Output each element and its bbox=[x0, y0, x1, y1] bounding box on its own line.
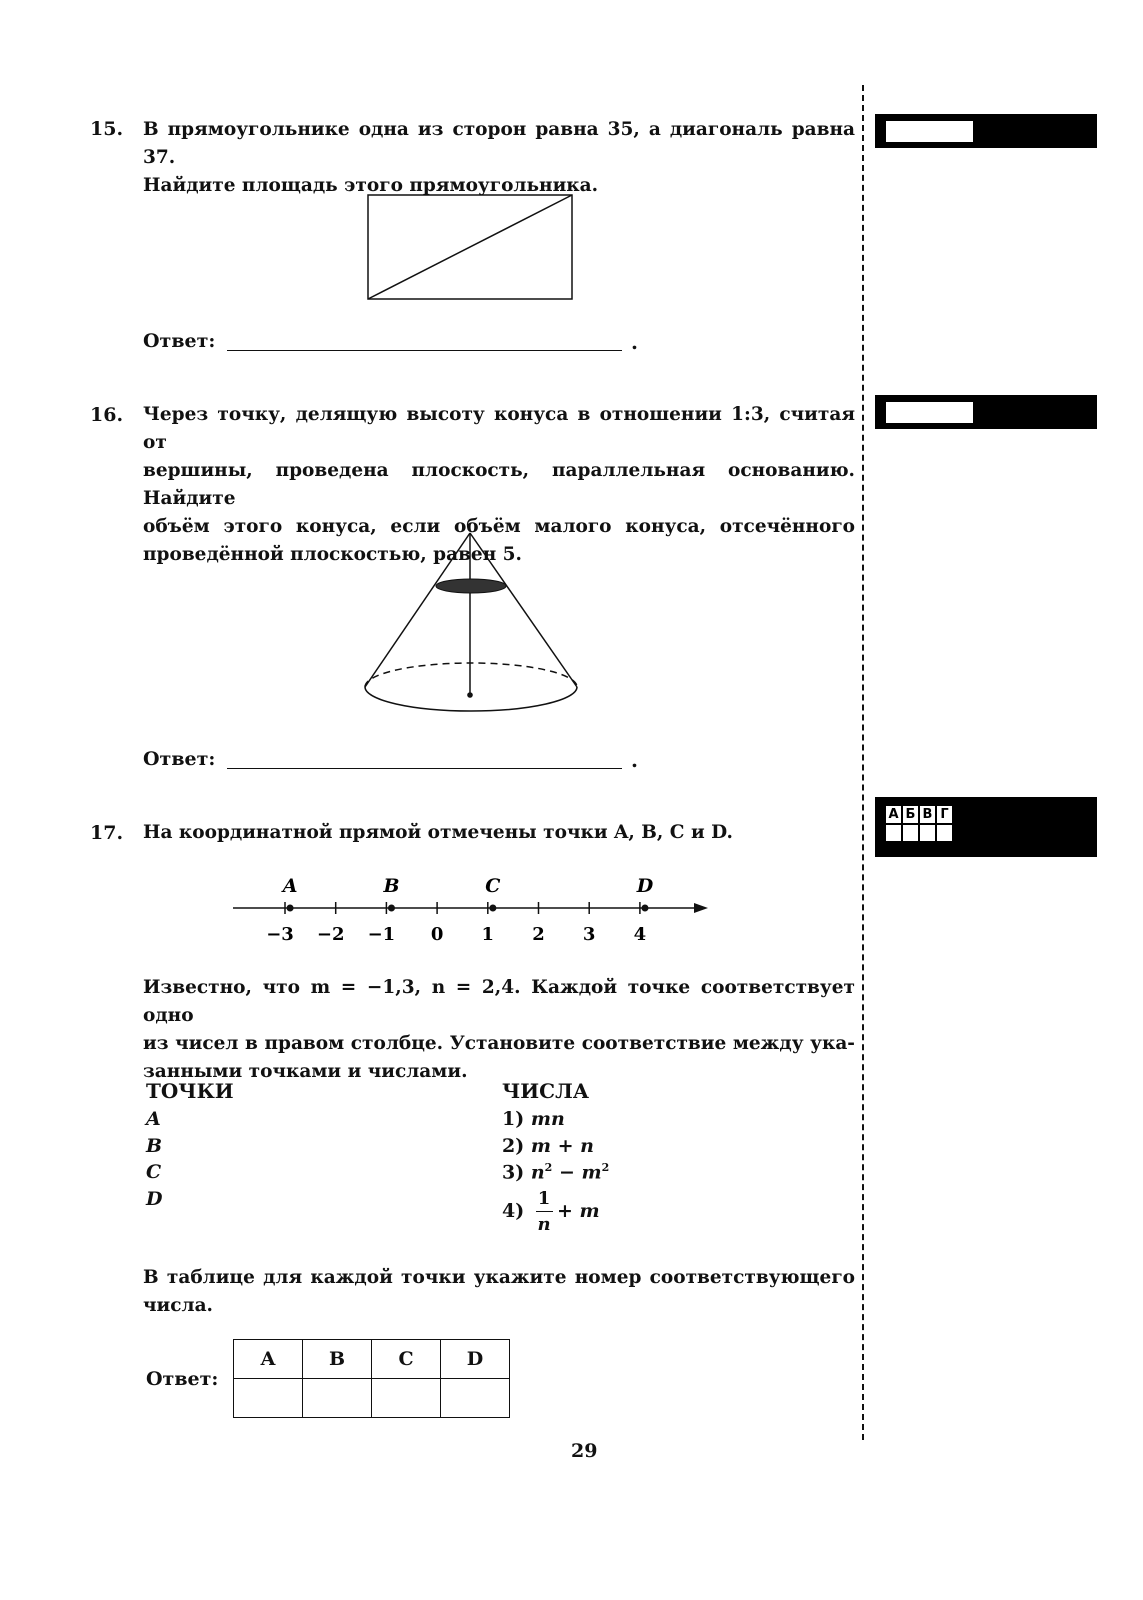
cone-section bbox=[436, 579, 506, 593]
numbers-title: ЧИСЛА bbox=[502, 1079, 590, 1103]
q16-line-2: вершины, проведена плоскость, параллельная основанию. Найдите bbox=[143, 460, 855, 509]
cone-base-front bbox=[365, 687, 577, 711]
answer-cell-c[interactable] bbox=[372, 1379, 441, 1418]
fraction-numerator: 1 bbox=[537, 1188, 551, 1209]
point-item-d: D bbox=[146, 1188, 163, 1210]
q17-text-line-3: занными точками и числами. bbox=[143, 1061, 468, 1082]
answer-box-17-letter-v: В bbox=[920, 806, 935, 823]
answer-header-c: C bbox=[372, 1340, 441, 1379]
q17-table-line-2: числа. bbox=[143, 1295, 213, 1316]
q16-line-4: проведённой плоскостью, равен 5. bbox=[143, 544, 522, 565]
q17-intro bbox=[143, 819, 855, 847]
answer-box-16-field[interactable] bbox=[886, 402, 973, 423]
q16-answer-dot: . bbox=[631, 748, 638, 772]
number-item-1-index: 1) bbox=[502, 1108, 525, 1130]
points-title: ТОЧКИ bbox=[146, 1079, 234, 1103]
answer-header-a: A bbox=[234, 1340, 303, 1379]
cone-base-back bbox=[365, 663, 577, 687]
q17-table-text bbox=[143, 1264, 855, 1320]
answer-box-17-letter-g: Г bbox=[937, 806, 952, 823]
answer-cell-b[interactable] bbox=[303, 1379, 372, 1418]
q15-number: 15. bbox=[90, 118, 124, 140]
q16-answer-field[interactable] bbox=[227, 768, 622, 769]
q17-answer-table bbox=[233, 1339, 510, 1418]
q16-line-1: Через точку, делящую высоту конуса в отношении 1:3, считая от bbox=[143, 404, 855, 453]
q17-table-line-1: В таблице для каждой точки укажите номер соответствующего bbox=[143, 1267, 855, 1288]
cone-diagram bbox=[355, 525, 590, 720]
answer-box-16 bbox=[875, 395, 1097, 429]
answer-box-17-cell-v[interactable] bbox=[920, 825, 935, 841]
answer-box-15-field[interactable] bbox=[886, 121, 973, 142]
q17-intro-line: На координатной прямой отмечены точки A, B, C и D. bbox=[143, 822, 733, 843]
number-line-point-label-d: D bbox=[636, 875, 654, 897]
answer-header-d: D bbox=[441, 1340, 510, 1379]
number-line-point-a bbox=[287, 905, 294, 912]
cone-base-center bbox=[467, 692, 473, 698]
number-item-3 bbox=[502, 1161, 609, 1183]
point-item-c: C bbox=[146, 1161, 162, 1183]
number-line-point-label-b: B bbox=[383, 875, 400, 897]
answer-cell-d[interactable] bbox=[441, 1379, 510, 1418]
answer-box-15 bbox=[875, 114, 1097, 148]
number-item-1 bbox=[502, 1108, 565, 1130]
number-item-1-expr: mn bbox=[530, 1108, 565, 1130]
q17-text-line-1: Известно, что m = −1,3, n = 2,4. Каждой точке соответствует одно bbox=[143, 977, 855, 1026]
answer-box-17 bbox=[875, 797, 1097, 857]
number-line-tick-label: 0 bbox=[430, 924, 444, 945]
q15-answer-dot: . bbox=[631, 330, 638, 354]
q17-text bbox=[143, 974, 855, 1086]
number-item-3-exp1: 2 bbox=[544, 1161, 553, 1174]
answer-box-17-letter-b: Б bbox=[903, 806, 918, 823]
number-item-4-index: 4) bbox=[502, 1200, 525, 1222]
fraction-bar bbox=[536, 1211, 553, 1212]
q16-number: 16. bbox=[90, 404, 124, 426]
q15-line-2: Найдите площадь этого прямоугольника. bbox=[143, 175, 599, 196]
number-item-2-expr: m + n bbox=[530, 1135, 594, 1157]
q16-answer-label: Ответ: bbox=[143, 748, 216, 770]
number-line-tick-label: 1 bbox=[481, 924, 495, 945]
number-line-tick-label: −2 bbox=[316, 924, 345, 945]
number-line-point-d bbox=[641, 905, 648, 912]
number-item-3-n: n bbox=[530, 1161, 545, 1184]
cone-left-edge bbox=[365, 533, 470, 687]
number-line bbox=[225, 868, 720, 950]
fraction-denominator: n bbox=[537, 1214, 551, 1235]
number-item-2-index: 2) bbox=[502, 1135, 525, 1157]
rectangle-diagonal bbox=[368, 195, 572, 299]
number-line-point-b bbox=[388, 905, 395, 912]
answer-box-17-letter-a: А bbox=[886, 806, 901, 823]
cut-line bbox=[862, 85, 864, 1440]
number-line-arrow bbox=[694, 903, 708, 913]
q15-line-1: В прямоугольнике одна из сторон равна 35, а диагональ равна 37. bbox=[143, 119, 855, 168]
q17-number: 17. bbox=[90, 822, 124, 844]
number-line-tick-label: −3 bbox=[266, 924, 294, 945]
q17-answer-label: Ответ: bbox=[146, 1368, 219, 1390]
number-line-tick-label: 2 bbox=[532, 924, 545, 945]
number-line-point-c bbox=[489, 905, 496, 912]
number-line-tick-label: 4 bbox=[633, 924, 647, 945]
point-item-b: B bbox=[146, 1135, 163, 1157]
q15-answer-label: Ответ: bbox=[143, 330, 216, 352]
q15-answer-field[interactable] bbox=[227, 350, 622, 351]
answer-box-17-cell-b[interactable] bbox=[903, 825, 918, 841]
rectangle-diagram bbox=[360, 188, 580, 306]
number-line-tick-label: −1 bbox=[367, 924, 396, 945]
q17-text-line-2: из чисел в правом столбце. Установите соответствие между ука- bbox=[143, 1033, 855, 1054]
cone-right-edge bbox=[470, 533, 577, 687]
answer-box-17-cell-a[interactable] bbox=[886, 825, 901, 841]
number-item-3-index: 3) bbox=[502, 1161, 525, 1184]
number-item-3-m: − m bbox=[552, 1161, 602, 1184]
number-line-point-label-c: C bbox=[485, 875, 501, 897]
answer-cell-a[interactable] bbox=[234, 1379, 303, 1418]
number-line-tick-label: 3 bbox=[582, 924, 596, 945]
answer-header-b: B bbox=[303, 1340, 372, 1379]
point-item-a: A bbox=[146, 1108, 161, 1130]
number-item-2 bbox=[502, 1135, 594, 1157]
page-number: 29 bbox=[571, 1440, 598, 1462]
answer-box-17-cell-g[interactable] bbox=[937, 825, 952, 841]
number-item-3-exp2: 2 bbox=[601, 1161, 610, 1174]
q16-line-3: объём этого конуса, если объём малого конуса, отсечённого bbox=[143, 516, 855, 537]
number-line-point-label-a: A bbox=[282, 875, 298, 897]
number-item-4-tail: + m bbox=[557, 1200, 600, 1222]
